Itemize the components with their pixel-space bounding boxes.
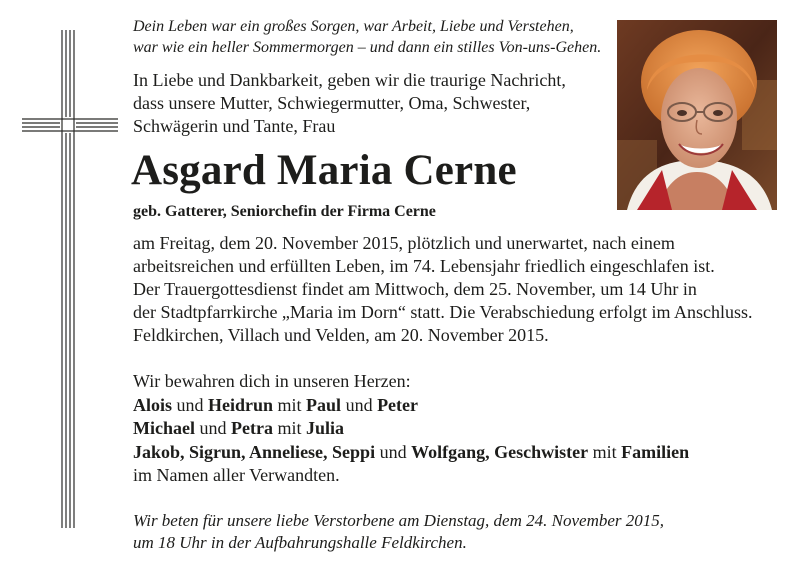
family-name: Peter [377,394,419,415]
family-connector: und [194,418,231,438]
family-footer: im Namen aller Verwandten. [133,465,340,485]
intro-text [133,69,603,138]
closing-text [133,510,773,554]
family-connector: mit [273,394,307,415]
cross-icon [22,30,118,528]
portrait-illustration [617,20,777,210]
family-row [133,417,793,441]
family-heading: Wir bewahren dich in unseren Herzen: [133,371,411,391]
announcement-text [133,232,793,347]
announcement-line: Der Trauergottesdienst findet am Mittwoch, dem 25. November, um 14 Uhr in [133,279,697,299]
announcement-line: Feldkirchen, Villach und Velden, am 20. November 2015. [133,325,549,345]
deceased-name: Asgard Maria Cerne [131,147,517,194]
family-connector: mit [272,418,306,438]
deceased-subtitle: geb. Gatterer, Seniorchefin der Firma Cerne [133,203,436,220]
closing-line: Wir beten für unsere liebe Verstorbene am Dienstag, dem 24. November 2015, [133,511,665,530]
motto-line: war wie ein heller Sommermorgen – und dann ein stilles Von-uns-Gehen. [133,39,602,56]
motto-verse [133,16,603,58]
family-name: Heidrun [208,394,274,415]
family-connector: und [375,441,412,462]
family-name: Alois [133,394,173,415]
announcement-line: arbeitsreichen und erfüllten Leben, im 74. Lebensjahr friedlich eingeschlafen ist. [133,256,715,276]
family-row [133,441,793,465]
family-name: Julia [305,418,344,438]
family-name: Michael [133,418,195,438]
motto-line: Dein Leben war ein großes Sorgen, war Arbeit, Liebe und Verstehen, [133,18,574,35]
family-connector: mit [588,441,622,462]
closing-line: um 18 Uhr in der Aufbahrungshalle Feldkirchen. [133,533,467,552]
family-name: Paul [306,394,342,415]
announcement-line: der Stadtpfarrkirche „Maria im Dorn“ statt. Die Verabschiedung erfolgt im Anschluss. [133,302,753,322]
family-list [133,370,793,488]
family-connector: und [172,394,209,415]
family-row [133,394,793,418]
announcement-line: am Freitag, dem 20. November 2015, plötzlich und unerwartet, nach einem [133,233,675,253]
intro-line: Schwägerin und Tante, Frau [133,116,336,136]
family-name: Petra [230,418,273,438]
family-connector: und [341,394,378,415]
intro-line: dass unsere Mutter, Schwiegermutter, Oma, Schwester, [133,93,531,113]
family-name: Familien [621,441,690,462]
intro-line: In Liebe und Dankbarkeit, geben wir die traurige Nachricht, [133,70,566,90]
family-name: Wolfgang, Geschwister [411,441,589,462]
portrait-photo [617,20,777,210]
family-name: Jakob, Sigrun, Anneliese, Seppi [133,441,376,462]
